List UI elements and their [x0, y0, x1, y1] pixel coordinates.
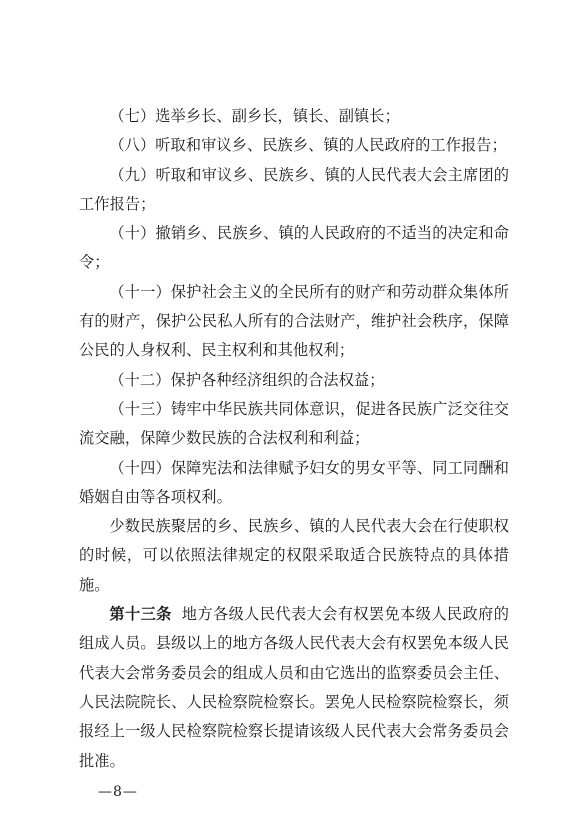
article-heading: 第十三条: [109, 605, 172, 624]
article-13: [79, 600, 509, 776]
list-item: （十）撤销乡、民族乡、镇的人民政府的不适当的决定和命令；: [79, 224, 509, 272]
list-item: （十二）保护各种经济组织的合法权益；: [109, 370, 385, 389]
article-text: 地方各级人民代表大会有权罢免本级人民政府的组成人员。县级以上的地方各级人民代表大会有权罢免本级人民代表大会常务委员会的组成人员和由它选出的监察委员会主任、人民法院院长、人民检察院检察长。罢免人民检察院检察长，须报经上一级人民检察院检察长提请该级人民代表大会常务委员会批准。: [79, 605, 509, 770]
minority-paragraph: 少数民族聚居的乡、民族乡、镇的人民代表大会在行使职权的时候，可以依照法律规定的权限采取适合民族特点的具体措施。: [79, 517, 509, 594]
list-item: （十四）保障宪法和法律赋予妇女的男女平等、同工同酬和婚姻自由等各项权利。: [79, 458, 509, 506]
list-item: （七）选举乡长、副乡长，镇长、副镇长；: [109, 107, 400, 125]
page-number: —8—: [98, 784, 138, 800]
list-item: （十一）保护社会主义的全民所有的财产和劳动群众集体所有的财产，保护公民私人所有的合法财产，维护社会秩序，保障公民的人身权利、民主权利和其他权利；: [79, 282, 509, 360]
list-item: （九）听取和审议乡、民族乡、镇的人民代表大会主席团的工作报告；: [79, 165, 509, 213]
document-body: [79, 102, 509, 776]
list-item: （十三）铸牢中华民族共同体意识，促进各民族广泛交往交流交融，保障少数民族的合法权利和利益；: [79, 399, 509, 448]
list-item: （八）听取和审议乡、民族乡、镇的人民政府的工作报告；: [109, 136, 507, 155]
